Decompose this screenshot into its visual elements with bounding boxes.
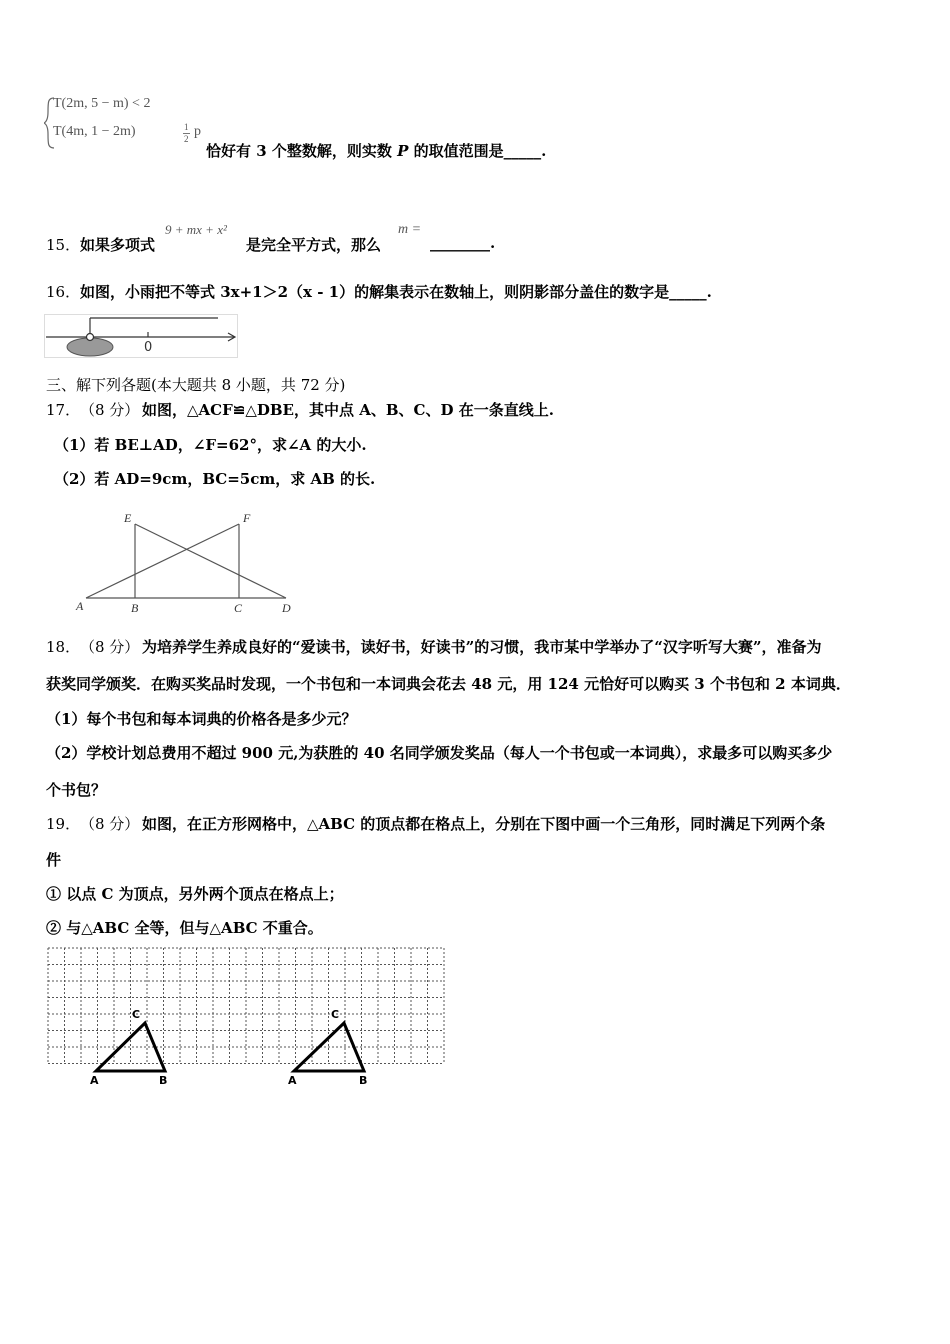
triangle-abc-left [96, 1023, 165, 1071]
grid-right-label-c: C [331, 1008, 340, 1021]
segment-af [86, 524, 239, 598]
q18-part1: （1）每个书包和每本词典的价格各是多少元？ [46, 710, 357, 728]
q16-text: 如图，小雨把不等式 3x+1＞2（x - 1）的解集表示在数轴上，则阴影部分盖住的数字是_____. [80, 283, 712, 301]
q14-frac-den: 2 [184, 134, 189, 144]
q15-number: 15． [46, 236, 81, 254]
q17-score: （8 分） [80, 401, 140, 419]
q14-p: p [194, 124, 201, 139]
q17-part2: （2）若 AD=9cm，BC=5cm，求 AB 的长. [54, 470, 376, 488]
q14-text-end: 的取值范围是_____. [413, 142, 547, 160]
q18-part2-line1: （2）学校计划总费用不超过 900 元,为获胜的 40 名同学颁发奖品（每人一个书包或一本词典），求最多可以购买多少 [46, 744, 833, 762]
label-d: D [282, 601, 291, 615]
grid-lines [48, 948, 444, 1064]
q14-system-line2: T(4m, 1 − 2m) [53, 124, 136, 139]
q19-line2: 件 [46, 851, 62, 869]
axis-zero-label: 0 [144, 340, 153, 355]
q19-number: 19． [46, 815, 81, 833]
q18-line2: 获奖同学颁奖．在购买奖品时发现，一个书包和一本词典会花去 48 元，用 124 元恰好可以购买 3 个书包和 2 本词典． [46, 675, 851, 693]
q19-condition1: ① 以点 C 为顶点，另外两个顶点在格点上； [46, 885, 344, 903]
q14-var: P [397, 142, 409, 160]
q19-grid-figure [44, 944, 448, 1090]
q19-condition2: ② 与△ABC 全等，但与△ABC 不重合。 [46, 919, 323, 937]
q18-part2-line2: 个书包？ [46, 781, 107, 799]
q14-text [206, 140, 546, 161]
q15-text-a: 如果多项式 [80, 236, 156, 254]
q19-score: （8 分） [80, 815, 140, 833]
q17-part1: （1）若 BE⊥AD，∠F=62°，求∠A 的大小. [54, 436, 367, 454]
grid-left-label-a: A [90, 1074, 99, 1087]
segment-ed [135, 524, 286, 598]
q17-text: 如图，△ACF≌△DBE，其中点 A、B、C、D 在一条直线上. [142, 401, 554, 419]
q17-figure [70, 506, 300, 618]
grid-left-label-b: B [159, 1074, 168, 1087]
label-b: B [131, 601, 139, 615]
q14-system-line1: T(2m, 5 − m) < 2 [53, 96, 151, 111]
q15-blank: ________. [430, 234, 496, 252]
q17-number: 17． [46, 401, 81, 419]
label-c: C [234, 601, 243, 615]
grid-right-label-a: A [288, 1074, 297, 1087]
label-e: E [124, 511, 132, 525]
q18-line1: 为培养学生养成良好的“爱读书，读好书，好读书”的习惯，我市某中学举办了“汉字听写大赛”，准备为 [142, 638, 822, 656]
q14-frac-num: 1 [184, 122, 189, 132]
label-f: F [243, 511, 251, 525]
q18-number: 18． [46, 638, 81, 656]
q15-variable: m = [398, 222, 422, 237]
q14-text-main: 恰好有 3 个整数解，则实数 [206, 142, 392, 160]
q14-system [44, 92, 214, 154]
q16-number-line [44, 314, 238, 358]
section3-title: 三、解下列各题(本大题共 8 小题，共 72 分) [46, 376, 346, 394]
grid-right-label-b: B [359, 1074, 368, 1087]
q15-expression: 9 + mx + x² [165, 222, 227, 237]
grid-left-label-c: C [132, 1008, 141, 1021]
q15-text-b: 是完全平方式，那么 [246, 236, 382, 254]
q16-number: 16． [46, 283, 81, 301]
q18-score: （8 分） [80, 638, 140, 656]
label-a: A [76, 599, 84, 613]
q19-line1: 如图，在正方形网格中，△ABC 的顶点都在格点上，分别在下图中画一个三角形，同时满足下列两个条 [142, 815, 826, 833]
